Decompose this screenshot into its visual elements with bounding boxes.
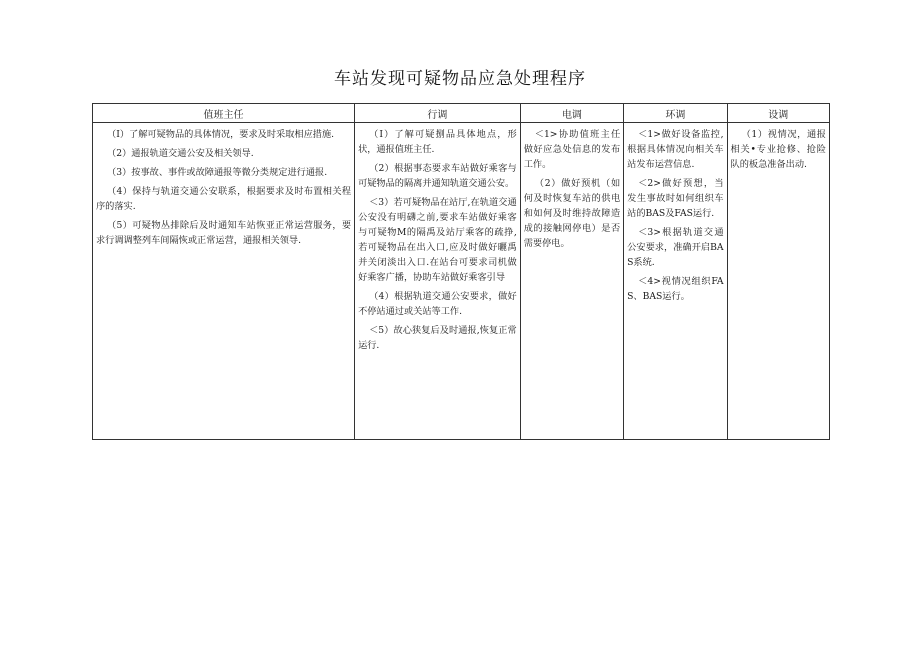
cell-train-dispatch: [355, 123, 521, 440]
header-row: [93, 104, 830, 123]
train-step-3: ＜3）若可疑物品在站厅,在轨道交通公安没有明礴之前,要求车站做好乘客与可疑物M的隔禹及站厅乘客的疏挣,若可疑物品在出入口,应及时做好曬禹并关闭淡出入口.在站台可要求司机做好乘客广播，协助车站做好乘客引导: [358, 197, 517, 283]
equip-step-1: （1）视情况，通报相关•专业抢修、抢险队的板急准备出动.: [730, 129, 826, 170]
duty-step-2: （2）通报轨道交通公安及相关领导.: [107, 148, 254, 159]
cell-env-dispatch: [624, 123, 727, 440]
env-step-1: ＜1>做好设备监控,根据具体情况向相关车站发布运营信息.: [627, 129, 724, 170]
train-step-4: （4）根据轨道交通公安要求，做好不停站通过或关站等工作.: [358, 291, 517, 317]
env-step-4: ＜4>视情况组织FAS、BAS运行。: [627, 276, 724, 302]
train-step-2: （2）根据事态要求车站做好乘客与可疑物品的隔离并通知轨道交通公安。: [358, 163, 517, 189]
env-step-2: ＜2>做好预想，当发生事故时如何组织车站的BAS及FAS运行.: [627, 178, 724, 219]
cell-duty-manager: [93, 123, 355, 440]
procedure-table: [92, 103, 830, 440]
header-train-dispatch: 行调: [355, 104, 521, 123]
duty-step-5: （5）可疑物丛排除后及时通知车站恢亚正常运营服务，要求行调调整列车间隔恢或正常运营，通报相关领导.: [96, 220, 352, 246]
duty-step-1: （I）了解可疑物品的具体情况，要求及时采取相应措施.: [107, 129, 335, 140]
duty-step-4: （4）保持与轨道交通公安联系，根据要求及时布置相关程序的落实.: [96, 186, 352, 212]
power-step-1: ＜1>协助值班主任做好应急处信息的发布工作。: [523, 129, 621, 170]
power-step-2: （2）做好预机（如何及时恢复车站的供电和如何及时维持故障造成的接触网停电）是否需要停电。: [523, 178, 621, 249]
header-env-dispatch: 环调: [624, 104, 727, 123]
cell-equip-dispatch: [727, 123, 829, 440]
train-step-5: ＜5）故心狭复后及时通报,恢复正常运行.: [358, 325, 517, 351]
env-step-3: ＜3>根据轨道交通公安要求，准确开启BAS系统.: [627, 227, 724, 268]
cell-power-dispatch: [520, 123, 623, 440]
body-row: [93, 123, 830, 440]
train-step-1: （I）了解可疑捌品具体地点，形状，通报值班主任.: [358, 129, 517, 155]
header-equip-dispatch: 设调: [727, 104, 829, 123]
header-power-dispatch: 电调: [520, 104, 623, 123]
header-duty-manager: 值班主任: [93, 104, 355, 123]
duty-step-3: （3）按事故、事件或故障通报等微分类规定进行通报.: [107, 167, 328, 178]
page-title: 车站发现可疑物品应急处理程序: [334, 69, 586, 89]
